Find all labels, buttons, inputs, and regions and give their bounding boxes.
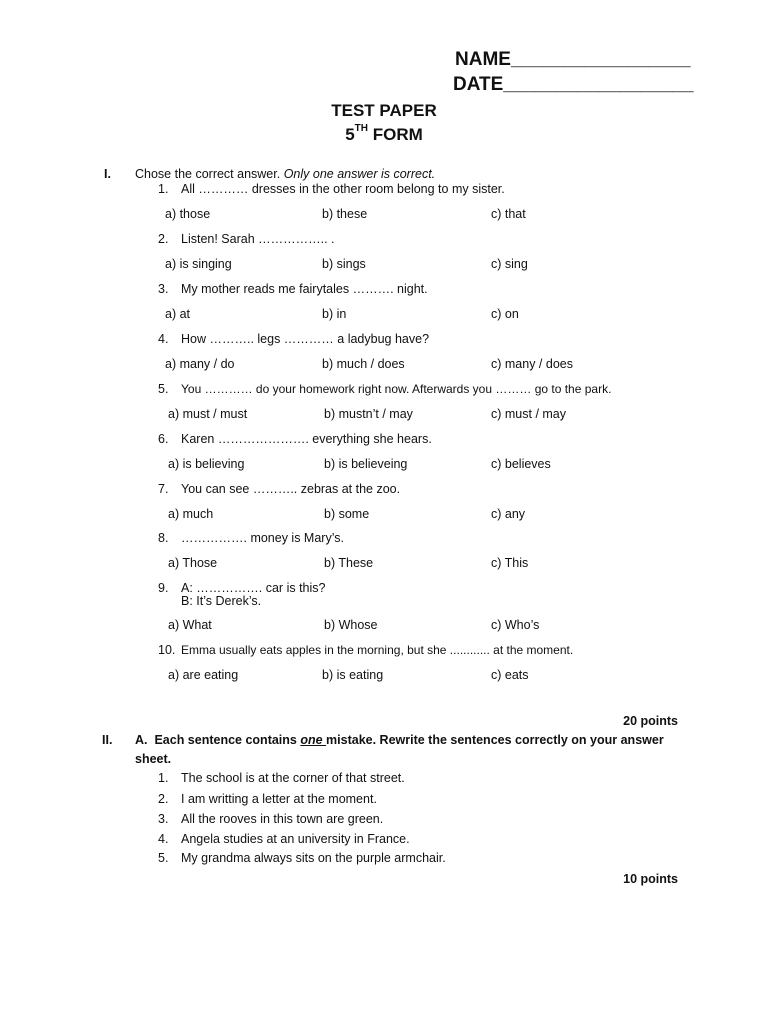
question-4-number: 4. (158, 332, 169, 346)
page-title: TEST PAPER (331, 101, 437, 120)
sentence-1-number: 1. (158, 771, 169, 785)
question-10-option-b: b) is eating (322, 668, 384, 682)
question-9-number: 9. (158, 581, 169, 595)
question-2-text: Listen! Sarah …………….. . (181, 232, 335, 246)
question-5-option-a: a) must / must (168, 407, 248, 421)
question-3-option-a: a) at (165, 307, 191, 321)
question-7-option-b: b) some (324, 507, 370, 521)
question-10-number: 10. (158, 643, 176, 657)
sentence-1-text: The school is at the corner of that street. (181, 771, 405, 785)
question-3-option-c: c) on (491, 307, 519, 321)
question-2-option-b: b) sings (322, 257, 366, 271)
section-2-numeral: II. (102, 733, 113, 747)
sentence-5-number: 5. (158, 851, 169, 865)
question-10-option-a: a) are eating (168, 668, 239, 682)
question-10-text: Emma usually eats apples in the morning, but she ............ at the moment. (181, 643, 574, 657)
question-1-option-a: a) those (165, 207, 211, 221)
question-3-text: My mother reads me fairytales ………. night. (181, 282, 428, 296)
question-4-option-c: c) many / does (491, 357, 573, 371)
question-2-number: 2. (158, 232, 169, 246)
section-1-numeral: I. (104, 167, 111, 181)
sentence-5-text: My grandma always sits on the purple armchair. (181, 851, 446, 865)
sentence-4-text: Angela studies at an university in France. (181, 832, 410, 846)
question-5-text: You ………… do your homework right now. Afterwards you ……… go to the park. (181, 382, 612, 396)
question-9-option-b: b) Whose (324, 618, 378, 632)
name-field-label: NAME_________________ (455, 49, 691, 70)
section-2-instruction (135, 733, 664, 747)
question-7-option-c: c) any (491, 507, 526, 521)
instruction-part1: Each sentence contains (154, 733, 301, 747)
question-9-text: A: ……………. car is this? (181, 581, 326, 595)
question-9-option-a: a) What (168, 618, 212, 632)
question-1-number: 1. (158, 182, 169, 196)
question-7-option-a: a) much (168, 507, 214, 521)
section-2-instruction-line2: sheet. (135, 752, 172, 766)
question-7-text: You can see ……….. zebras at the zoo. (181, 482, 401, 496)
question-8-option-a: a) Those (168, 556, 218, 570)
question-2-option-c: c) sing (491, 257, 528, 271)
section-1-instruction (135, 167, 435, 181)
instruction-underlined-word: one (300, 733, 327, 747)
form-word: FORM (368, 125, 423, 144)
date-field-label: DATE__________________ (453, 74, 694, 95)
question-5-option-c: c) must / may (491, 407, 567, 421)
question-2-option-a: a) is singing (165, 257, 232, 271)
sentence-2-text: I am writting a letter at the moment. (181, 792, 377, 806)
question-1-option-c: c) that (491, 207, 526, 221)
instruction-part2: mistake. Rewrite the sentences correctly on your answer (326, 733, 664, 747)
sentence-3-number: 3. (158, 812, 169, 826)
question-1-text: All ………… dresses in the other room belong to my sister. (181, 182, 505, 196)
question-3-option-b: b) in (322, 307, 347, 321)
question-8-option-b: b) These (324, 556, 374, 570)
sentence-4-number: 4. (158, 832, 169, 846)
section-2-letter: A. (135, 733, 148, 747)
sentence-3-text: All the rooves in this town are green. (181, 812, 384, 826)
question-6-option-b: b) is believeing (324, 457, 408, 471)
question-6-option-c: c) believes (491, 457, 551, 471)
question-5-option-b: b) mustn’t / may (324, 407, 413, 421)
question-8-number: 8. (158, 531, 169, 545)
question-1-option-b: b) these (322, 207, 368, 221)
section-2-points: 10 points (623, 872, 678, 886)
question-4-option-a: a) many / do (165, 357, 235, 371)
question-9-text-line2: B: It’s Derek’s. (181, 594, 262, 608)
form-title (0, 125, 768, 145)
question-8-option-c: c) This (491, 556, 529, 570)
instruction-text: Chose the correct answer. (135, 167, 281, 181)
sentence-2-number: 2. (158, 792, 169, 806)
question-7-number: 7. (158, 482, 169, 496)
question-5-number: 5. (158, 382, 169, 396)
instruction-italic: Only one answer is correct. (283, 167, 436, 181)
question-6-option-a: a) is believing (168, 457, 245, 471)
section-1-points: 20 points (623, 714, 678, 728)
question-4-text: How ……….. legs ………… a ladybug have? (181, 332, 430, 346)
question-9-option-c: c) Who’s (491, 618, 540, 632)
question-6-text: Karen …………………. everything she hears. (181, 432, 432, 446)
question-6-number: 6. (158, 432, 169, 446)
form-superscript: TH (354, 123, 369, 134)
question-3-number: 3. (158, 282, 169, 296)
question-10-option-c: c) eats (491, 668, 529, 682)
question-4-option-b: b) much / does (322, 357, 405, 371)
form-number: 5 (345, 125, 355, 144)
question-8-text: ……………. money is Mary’s. (181, 531, 344, 545)
